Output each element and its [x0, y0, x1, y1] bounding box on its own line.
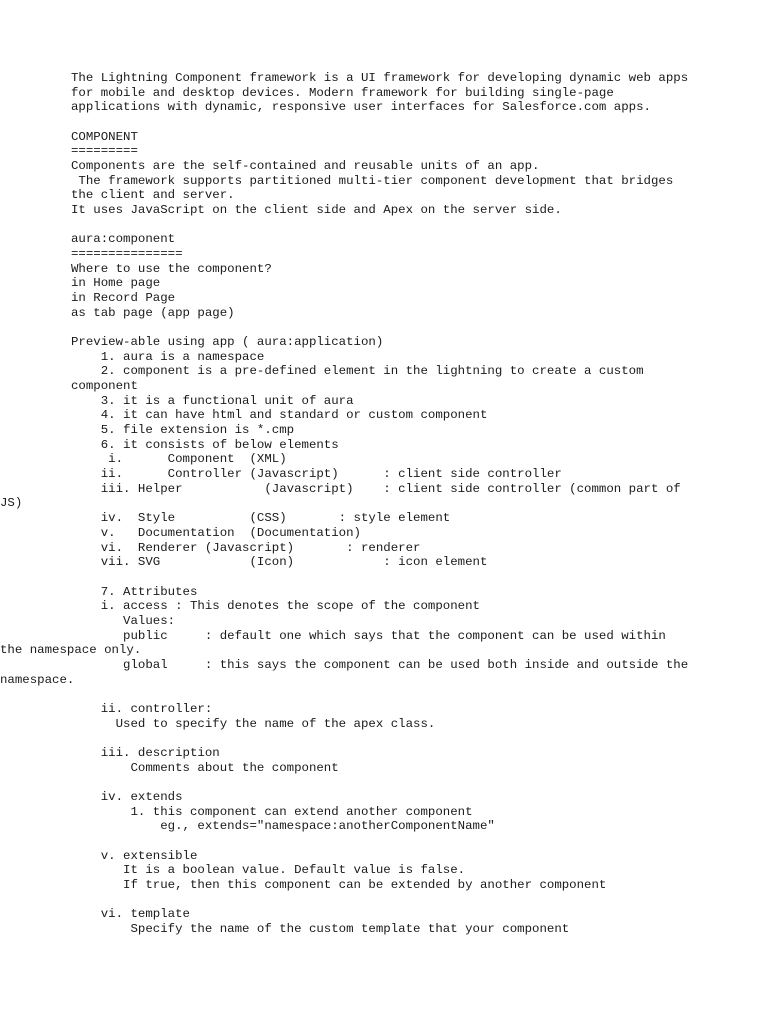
blank-line: [71, 687, 711, 702]
blank-line: [71, 834, 711, 849]
sub-list-item-continuation: JS): [0, 496, 23, 511]
list-item: 4. it can have html and standard or custom component: [71, 408, 488, 423]
blank-line: [71, 218, 711, 233]
attribute-detail: If true, then this component can be extended by another component: [71, 877, 607, 892]
document-body: [0, 71, 711, 937]
text-line: the client and server.: [71, 188, 235, 203]
text-line: The Lightning Component framework is a UI framework for developing dynamic web apps: [71, 71, 689, 85]
list-item: 5. file extension is *.cmp: [71, 423, 295, 438]
attribute-detail: It is a boolean value. Default value is false.: [71, 863, 466, 878]
text-line: as tab page (app page): [71, 305, 235, 320]
section-heading: aura:component: [71, 232, 176, 247]
text-line: Preview-able using app ( aura:application): [71, 335, 384, 350]
attribute-detail: 1. this component can extend another component: [71, 804, 473, 819]
sub-list-item: ii. Controller (Javascript) : client side controller: [71, 467, 562, 482]
text-line: The framework supports partitioned multi-tier component development that bridges: [71, 173, 674, 188]
list-item: 2. component is a pre-defined element in the lightning to create a custom: [71, 364, 644, 379]
blank-line: [71, 775, 711, 790]
heading-underline: ===============: [71, 247, 183, 262]
sub-list-item: v. Documentation (Documentation): [71, 525, 361, 540]
sub-list-item: vi. Renderer (Javascript) : renderer: [71, 540, 421, 555]
text-line: for mobile and desktop devices. Modern framework for building single-page: [71, 85, 614, 100]
attribute-detail: Values:: [71, 613, 176, 628]
text-line: in Record Page: [71, 291, 176, 306]
sub-list-item: vii. SVG (Icon) : icon element: [71, 555, 488, 570]
blank-line: [71, 570, 711, 585]
heading-underline: =========: [71, 144, 138, 159]
attribute-detail: Comments about the component: [71, 760, 339, 775]
sub-list-item: iv. Style (CSS) : style element: [71, 511, 451, 526]
list-item-continuation: component: [71, 379, 138, 394]
attribute-detail: eg., extends="namespace:anotherComponentName": [71, 819, 495, 834]
section-heading: COMPONENT: [71, 129, 138, 144]
text-line: It uses JavaScript on the client side and Apex on the server side.: [71, 203, 562, 218]
blank-line: [71, 893, 711, 908]
attribute-detail-continuation: the namespace only.: [0, 643, 142, 658]
sub-list-item: i. Component (XML): [71, 452, 287, 467]
attribute-detail-continuation: namespace.: [0, 672, 75, 687]
list-item: 1. aura is a namespace: [71, 349, 265, 364]
attribute-item: iv. extends: [71, 789, 183, 804]
blank-line: [71, 320, 711, 335]
attribute-detail: Used to specify the name of the apex class.: [71, 716, 436, 731]
list-item: 3. it is a functional unit of aura: [71, 393, 354, 408]
attribute-detail: Specify the name of the custom template that your component: [71, 921, 570, 936]
attribute-item: v. extensible: [71, 848, 198, 863]
text-line: in Home page: [71, 276, 161, 291]
text-line: applications with dynamic, responsive user interfaces for Salesforce.com apps.: [71, 100, 651, 115]
attribute-item: i. access : This denotes the scope of the component: [71, 599, 480, 614]
attribute-detail: public : default one which says that the component can be used within: [71, 628, 666, 643]
attribute-item: ii. controller:: [71, 701, 213, 716]
blank-line: [71, 115, 711, 130]
attribute-item: vi. template: [71, 907, 190, 922]
blank-line: [71, 731, 711, 746]
attribute-detail: global : this says the component can be used both inside and outside the: [71, 657, 689, 672]
sub-list-item: iii. Helper (Javascript) : client side controller (common part of: [71, 481, 681, 496]
list-item: 7. Attributes: [71, 584, 198, 599]
attribute-item: iii. description: [71, 745, 220, 760]
text-line: Where to use the component?: [71, 261, 272, 276]
text-line: Components are the self-contained and reusable units of an app.: [71, 159, 540, 174]
list-item: 6. it consists of below elements: [71, 437, 339, 452]
